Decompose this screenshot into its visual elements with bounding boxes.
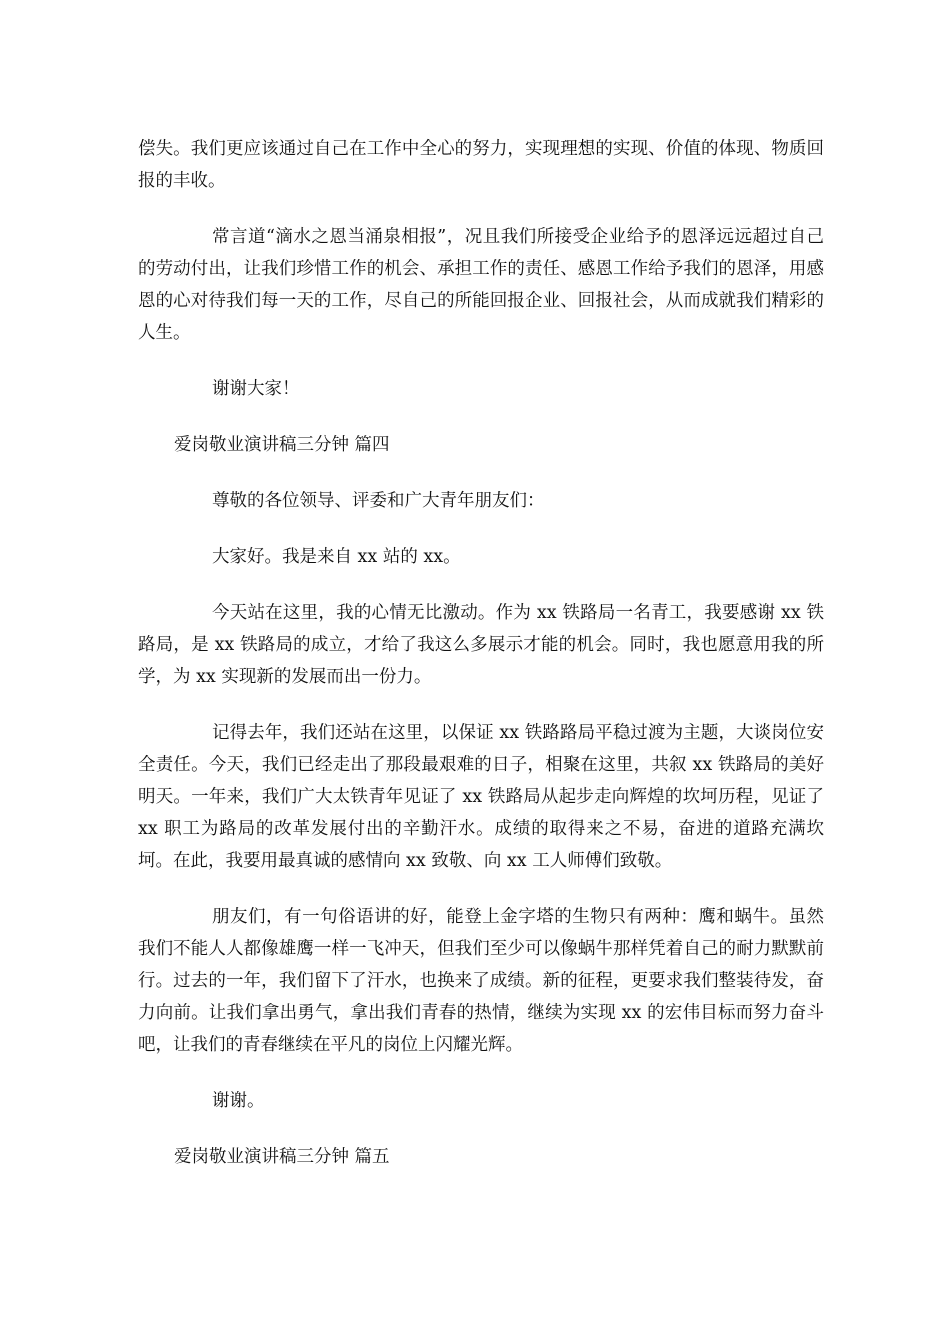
paragraph-last-year: 记得去年，我们还站在这里，以保证 xx 铁路路局平稳过渡为主题，大谈岗位安全责任。今天，我们已经走出了那段最艰难的日子，相聚在这里，共叙 xx 铁路局的美好明天。一年来，我们广大太铁青年见证了 xx 铁路局从起步走向辉煌的坎坷历程，见证了 xx 职工为路局的改革发展付出的辛勤汗水。成绩的取得来之不易，奋进的道路充满坎坷。在此，我要用最真诚的感情向 xx 致敬、向 xx 工人师傅们致敬。 xyxy=(138,723,824,871)
paragraph-continuation: 偿失。我们更应该通过自己在工作中全心的努力，实现理想的实现、价值的体现、物质回报的丰收。 xyxy=(138,139,824,191)
paragraph-thanks: 谢谢。 xyxy=(212,1091,265,1111)
paragraph-friends: 朋友们，有一句俗语讲的好，能登上金字塔的生物只有两种：鹰和蜗牛。虽然我们不能人人都像雄鹰一样一飞冲天，但我们至少可以像蜗牛那样凭着自己的耐力默默前行。过去的一年，我们留下了汗水，也换来了成绩。新的征程，更要求我们整装待发，奋力向前。让我们拿出勇气，拿出我们青春的热情，继续为实现 xx 的宏伟目标而努力奋斗吧，让我们的青春继续在平凡的岗位上闪耀光辉。 xyxy=(138,907,824,1055)
paragraph-gratitude: 常言道“滴水之恩当涌泉相报”，况且我们所接受企业给予的恩泽远远超过自己的劳动付出，让我们珍惜工作的机会、承担工作的责任、感恩工作给予我们的恩泽，用感恩的心对待我们每一天的工作，尽自己的所能回报企业、回报社会，从而成就我们精彩的人生。 xyxy=(138,227,824,343)
paragraph-salutation: 尊敬的各位领导、评委和广大青年朋友们： xyxy=(212,491,545,511)
paragraph-greeting: 大家好。我是来自 xx 站的 xx。 xyxy=(212,547,461,567)
section-heading-part-five: 爱岗敬业演讲稿三分钟 篇五 xyxy=(174,1147,390,1167)
document-body xyxy=(138,133,824,1197)
paragraph-thanks-all: 谢谢大家！ xyxy=(212,379,300,399)
paragraph-today: 今天站在这里，我的心情无比激动。作为 xx 铁路局一名青工，我要感谢 xx 铁路局，是 xx 铁路局的成立，才给了我这么多展示才能的机会。同时，我也愿意用我的所学，为 xx 实现新的发展而出一份力。 xyxy=(138,603,824,687)
section-heading-part-four: 爱岗敬业演讲稿三分钟 篇四 xyxy=(174,435,390,455)
